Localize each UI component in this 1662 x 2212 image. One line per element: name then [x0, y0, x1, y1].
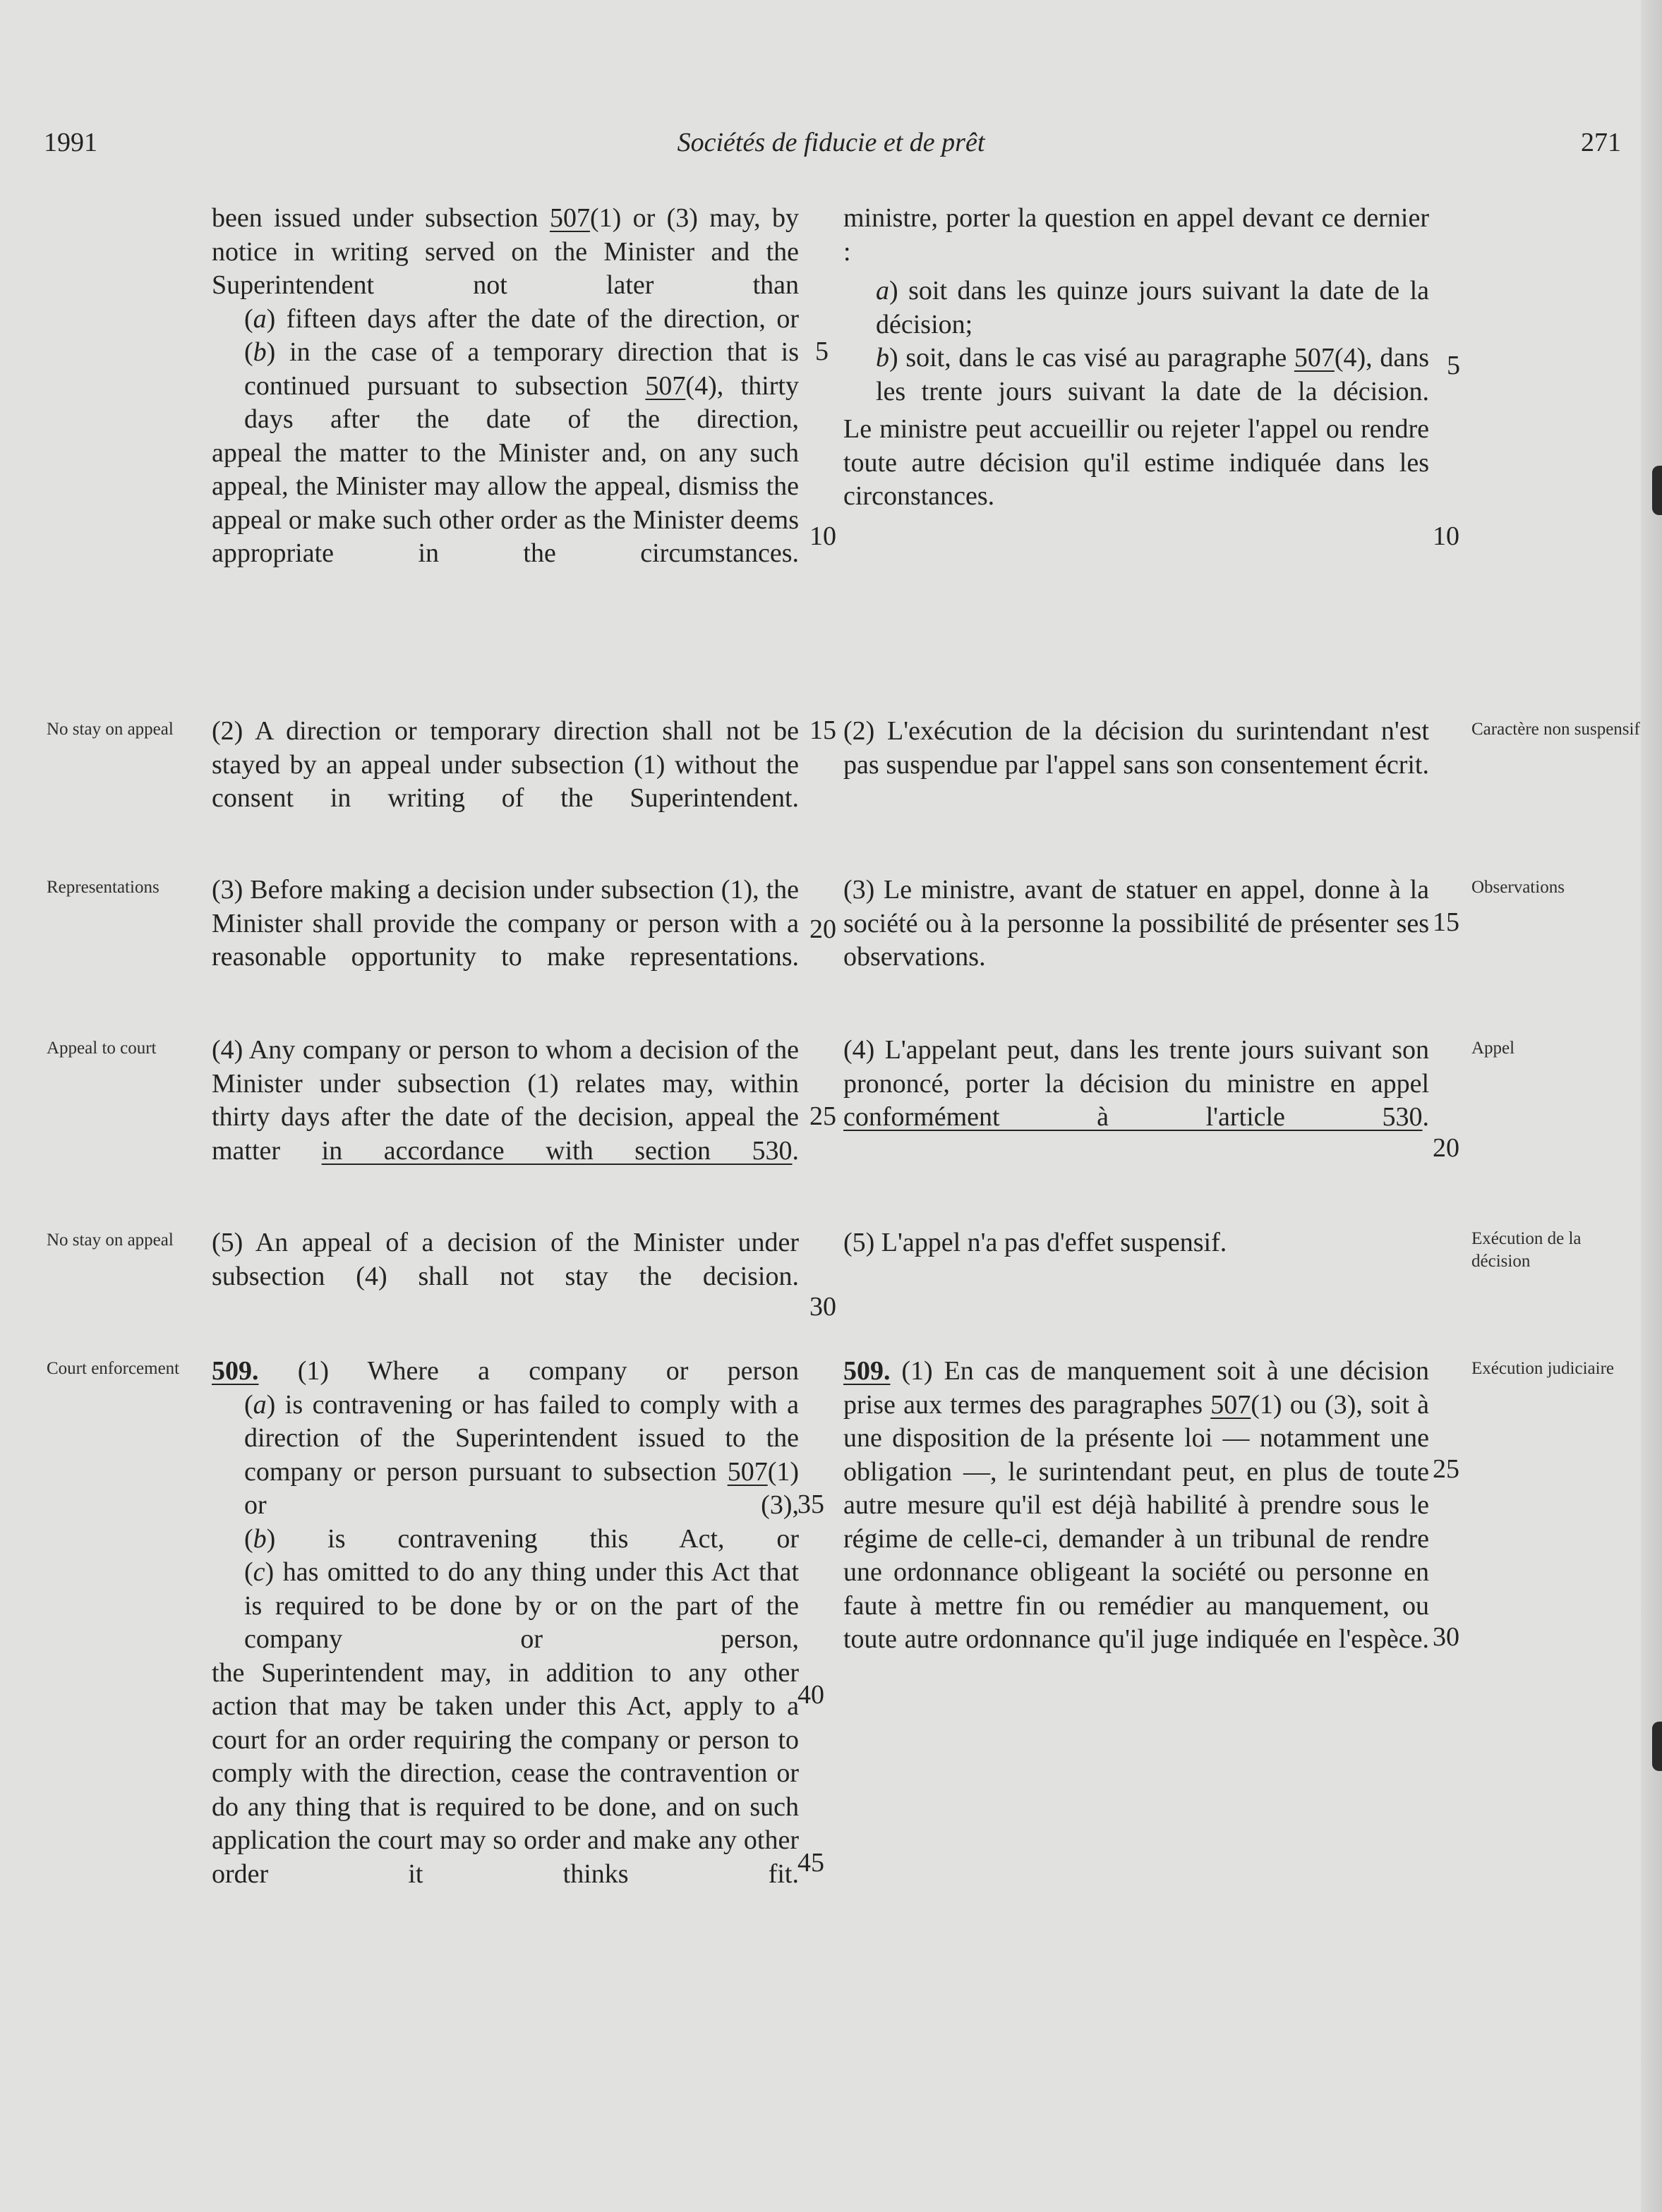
en-509-para-a: (a) is contravening or has failed to comply with a direction of the Superintendent issued to the company or person pursuant to subsection 507(1) or (3), [244, 1389, 799, 1520]
fr-subsection-1-continued [843, 202, 1429, 514]
en-509-closing: the Superintendent may, in addition to any other action that may be taken under this Act, apply to a court for an order requiring the company or person to comply with the direction, cease the contravention or do any thing that is required to be done, and on such application the court may so order and make any other order it thinks fit. [212, 1657, 799, 1889]
fr-para-a: a) soit dans les quinze jours suivant la date de la décision; [876, 276, 1429, 339]
line-number: 5 [1447, 351, 1460, 380]
fr-section-509: 509. (1) En cas de manquement soit à une décision prise aux termes des paragraphes 507(1) ou (3), soit à une disposition de la présente loi — notamment une obligation —, le surintendant peut, en plus de toute autre mesure qu'il est déjà habilité à prendre sous le régime de celle-ci, demander à un tribunal de rendre une ordonnance obligeant la société ou personne en faute à mettre fin ou remédier au manquement, ou toute autre ordonnance qu'il juge indiquée en l'espèce. [843, 1356, 1429, 1654]
line-number: 25 [1433, 1454, 1459, 1484]
margin-note-representations: Representations [47, 878, 159, 897]
binding-mark [1652, 1722, 1662, 1771]
line-number: 10 [809, 521, 836, 551]
section-link[interactable]: 507 [1294, 343, 1335, 373]
fr-subsection-4: (4) L'appelant peut, dans les trente jours suivant son prononcé, porter la décision du ministre en appel conformément à l'article 530. [843, 1035, 1429, 1132]
en-subsection-4: (4) Any company or person to whom a decision of the Minister under subsection (1) relates may, within thirty days after the date of the decision, appeal the matter in accordance with section 530. [212, 1035, 800, 1166]
margin-note-appeal-to-court: Appeal to court [47, 1039, 157, 1058]
en-intro: been issued under subsection 507(1) or (3) may, by notice in writing served on the Minister and the Superintendent not later than [212, 203, 799, 300]
en-subsection-1-continued [212, 202, 799, 571]
en-subsection-3: (3) Before making a decision under subsection (1), the Minister shall provide the company or person with a reasonable opportunity to make representations. [212, 875, 799, 972]
line-number: 25 [809, 1101, 836, 1131]
section-link[interactable]: 507 [1210, 1389, 1251, 1420]
section-link[interactable]: 507 [645, 370, 686, 401]
en-509-para-b: (b) is contravening this Act, or [244, 1523, 799, 1554]
en-section-509: 509. (1) Where a company or person (a) is contravening or has failed to comply with a direction of the Superintendent issued to the company or person pursuant to subsection 507(1) or (3), (b) is contravening this Act, or (c) has omitted to do any thing under this Act that is required to be done by or on the part of the company or person, the Superintendent may, in addition to any other action that may be taken under this Act, apply to a court for an order requiring the company or person to comply with the direction, cease the contravention or do any thing that is required to be done, and on such application the court may so order and make any other order it thinks fit. [212, 1355, 799, 1891]
line-number: 30 [1433, 1622, 1459, 1652]
section-link[interactable]: 507 [549, 203, 590, 233]
line-number: 15 [809, 715, 836, 745]
en-para-a: (a) fifteen days after the date of the direction, or [244, 303, 800, 334]
running-title: Sociétés de fiducie et de prêt [677, 128, 985, 157]
en-para-b: (b) in the case of a temporary direction that is continued pursuant to subsection 507(4), thirty days after the date of the direction, [244, 337, 800, 434]
margin-note-observations: Observations [1471, 878, 1565, 897]
en-509-para-c: (c) has omitted to do any thing under this Act that is required to be done by or on the part of the company or person, [244, 1557, 800, 1654]
fr-intro: ministre, porter la question en appel devant ce dernier : [843, 203, 1429, 267]
line-number: 20 [1433, 1133, 1459, 1163]
section-link[interactable]: 507 [727, 1456, 768, 1487]
section-number: 509. [843, 1356, 891, 1386]
line-number: 30 [809, 1292, 836, 1322]
margin-note-court-enforcement: Court enforcement [47, 1359, 180, 1378]
section-530-link[interactable]: conformément à l'article 530 [843, 1102, 1423, 1132]
margin-note-execution-judiciaire: Exécution judiciaire [1471, 1359, 1615, 1378]
en-closing: appeal the matter to the Minister and, on any such appeal, the Minister may allow the appeal, dismiss the appeal or make such other order as the Minister deems appropriate in the circumstances. [212, 437, 799, 568]
fr-para-b: b) soit, dans le cas visé au paragraphe 507(4), dans les trente jours suivant la date de la décision. [876, 343, 1430, 406]
page-year: 1991 [44, 128, 97, 157]
line-number: 10 [1433, 521, 1459, 551]
page-edge [1641, 0, 1662, 2212]
section-number: 509. [212, 1356, 259, 1386]
fr-subsection-2: (2) L'exécution de la décision du surintendant n'est pas suspendue par l'appel sans son consentement écrit. [843, 716, 1429, 780]
margin-note-execution-decision: Exécution de la décision [1471, 1229, 1582, 1271]
line-number: 40 [797, 1680, 824, 1710]
margin-note-caractere: Caractère non suspensif [1471, 720, 1640, 739]
line-number: 45 [797, 1848, 824, 1878]
margin-note-appel: Appel [1471, 1039, 1515, 1058]
margin-note-no-stay: No stay on appeal [47, 720, 174, 739]
line-number: 20 [809, 914, 836, 944]
page-number: 271 [1581, 128, 1621, 157]
line-number: 5 [815, 337, 829, 366]
line-number: 15 [1433, 907, 1459, 937]
margin-note-no-stay: No stay on appeal [47, 1231, 174, 1250]
line-number: 35 [797, 1489, 824, 1519]
fr-closing: Le ministre peut accueillir ou rejeter l'appel ou rendre toute autre décision qu'il estime indiquée dans les circonstances. [843, 414, 1429, 511]
en-subsection-2: (2) A direction or temporary direction shall not be stayed by an appeal under subsection (1) without the consent in writing of the Superintendent. [212, 716, 799, 813]
fr-subsection-5: (5) L'appel n'a pas d'effet suspensif. [843, 1228, 1227, 1257]
en-subsection-5: (5) An appeal of a decision of the Minister under subsection (4) shall not stay the decision. [212, 1228, 799, 1291]
section-530-link[interactable]: in accordance with section 530 [321, 1135, 793, 1166]
binding-mark [1652, 466, 1662, 515]
fr-subsection-3: (3) Le ministre, avant de statuer en appel, donne à la société ou à la personne la possibilité de présenter ses observations. [843, 875, 1429, 972]
